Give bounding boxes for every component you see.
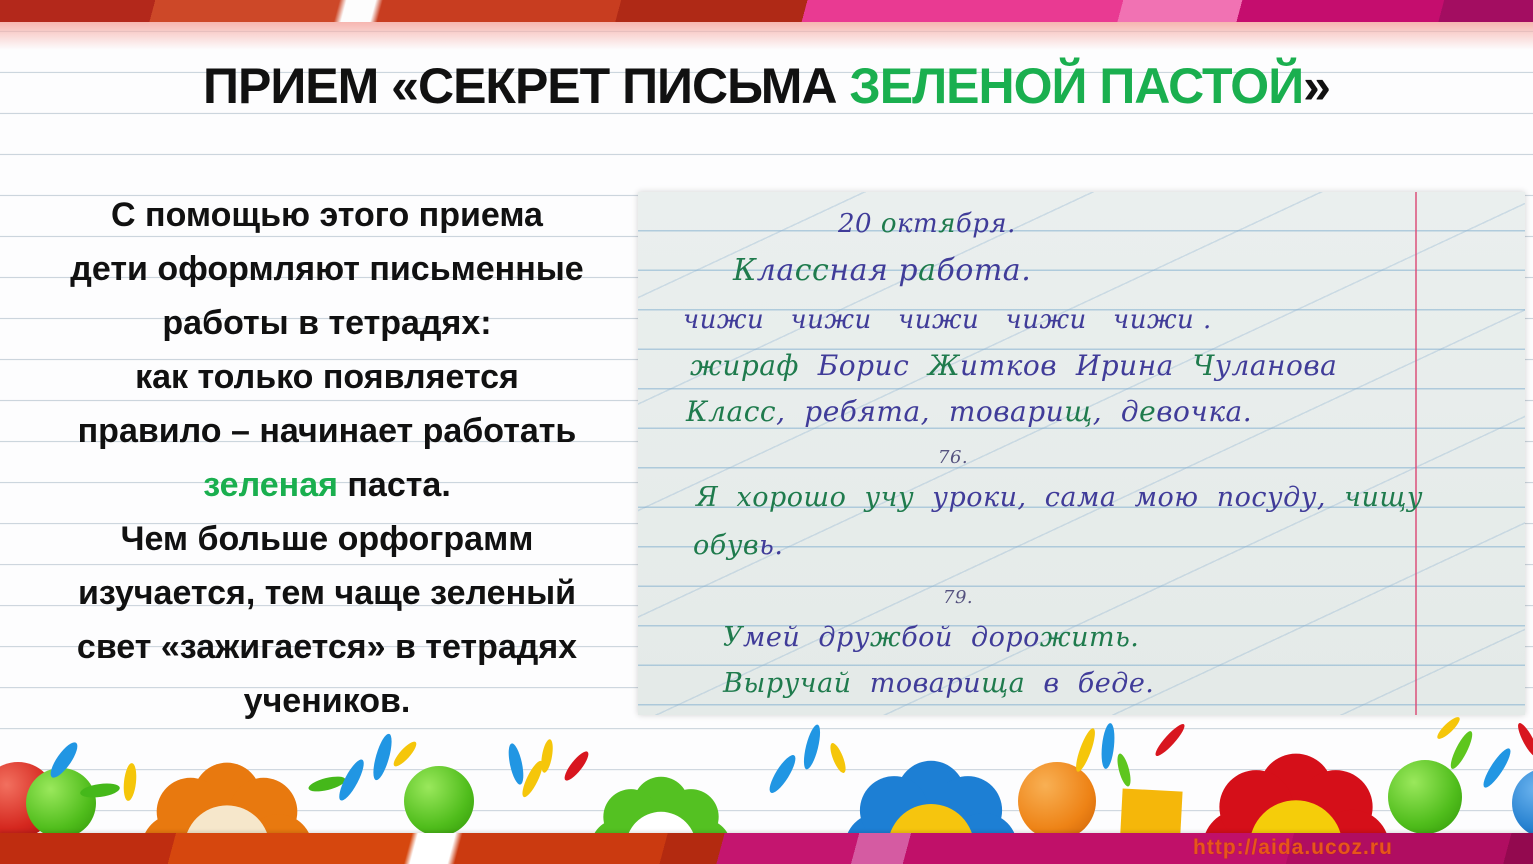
handwriting-line: чижи чижи чижи чижи чижи . [683, 305, 1212, 335]
description-line: С помощью этого приема [111, 196, 543, 234]
handwriting-line: Классная работа. [733, 253, 1032, 288]
top-stripe-bar [0, 0, 1533, 22]
handwriting-line: 76. [938, 447, 969, 468]
description-line: изучается, тем чаще зеленый [77, 574, 577, 612]
yellow-petal-icon [539, 738, 555, 773]
green-ball [26, 768, 96, 838]
handwriting-line: Я хорошо учу уроки, сама мою посуду, чищу [696, 482, 1424, 513]
title-prefix: ПРИЕМ «СЕКРЕТ ПИСЬМА [203, 58, 850, 114]
description-line: свет «зажигается» в тетрадях [76, 628, 578, 666]
green-petal-icon [1447, 729, 1476, 771]
description-text [8, 188, 646, 728]
blue-ball [1512, 768, 1533, 838]
yellow-petal-icon [391, 739, 420, 769]
green-ball [404, 766, 474, 836]
green-ball [1388, 760, 1462, 834]
description-line: как только появляется [135, 358, 519, 396]
handwriting-line: 20 октября. [838, 209, 1016, 239]
blue-petal-icon [801, 723, 824, 771]
handwriting-line: Выручай товарища в беде. [723, 668, 1155, 699]
description-line: работы в тетрадях: [162, 304, 492, 342]
description-line: правило – начинает работать [77, 412, 577, 450]
title-highlight: ЗЕЛЕНОЙ ПАСТОЙ [849, 58, 1304, 114]
handwriting-line: Класс, ребята, товарищ, девочка. [686, 395, 1253, 428]
description-line: дети оформляют письменные [70, 250, 584, 288]
blue-petal-icon [370, 732, 396, 782]
orange-ball [1018, 762, 1096, 840]
red-petal-icon [1515, 721, 1533, 759]
blue-petal-icon [506, 742, 526, 786]
yellow-petal-icon [122, 762, 138, 801]
handwriting-line: жираф Борис Житков Ирина Чуланова [690, 349, 1338, 382]
notebook-margin-line [1415, 192, 1417, 715]
green-petal-icon [1115, 752, 1133, 787]
page-title [0, 57, 1533, 115]
yellow-petal-icon [1435, 714, 1463, 741]
blue-petal-icon [765, 752, 799, 796]
yellow-petal-icon [1072, 727, 1098, 774]
watermark-url: http://aida.ucoz.ru [1193, 836, 1393, 859]
blue-petal-icon [1479, 745, 1514, 790]
notebook-photo [638, 192, 1525, 715]
handwriting-line: Умей дружбой дорожить. [723, 622, 1140, 653]
title-suffix: » [1303, 58, 1330, 114]
description-line: зеленая паста. [203, 466, 451, 504]
top-fade [0, 22, 1533, 50]
description-line: Чем больше орфограмм [120, 520, 534, 558]
blue-petal-icon [1100, 722, 1117, 769]
handwriting-line: обувь. [693, 530, 784, 561]
description-line: учеников. [243, 682, 411, 720]
handwriting-line: 79. [943, 587, 974, 608]
red-petal-icon [1152, 721, 1188, 759]
